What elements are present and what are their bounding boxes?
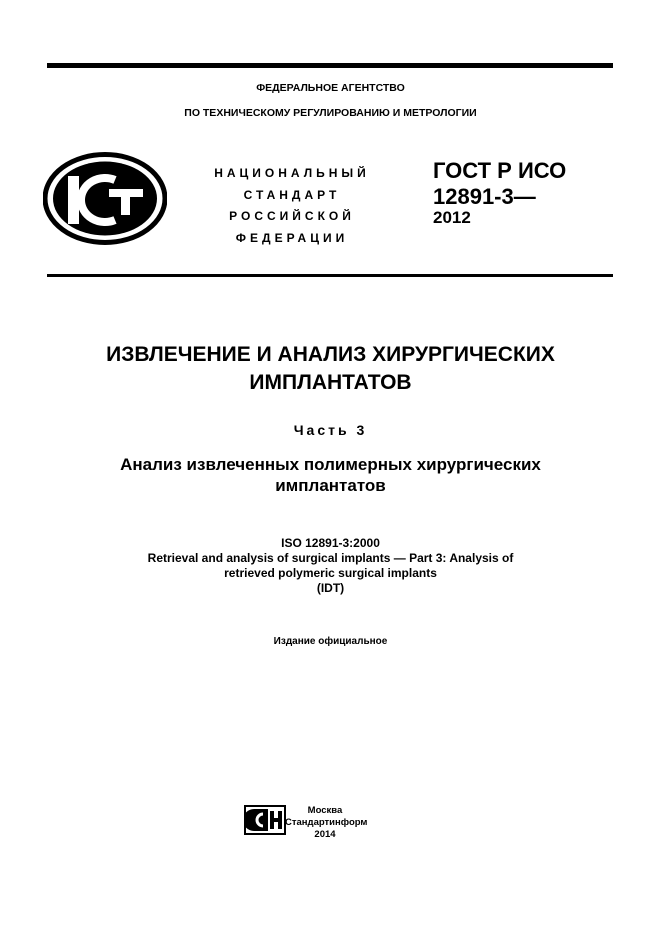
iso-reference-line-4: (IDT) (316, 581, 345, 595)
standartinform-logo-icon (244, 805, 286, 835)
main-title-line-1: ИЗВЛЕЧЕНИЕ И АНАЛИЗ ХИРУРГИЧЕСКИХ (106, 343, 555, 366)
middle-rule (47, 274, 613, 277)
part-label: Часть 3 (293, 422, 368, 438)
publisher-year: 2014 (314, 829, 336, 840)
official-edition-label: Издание официальное (273, 636, 388, 647)
rst-certification-mark-icon (43, 152, 167, 245)
national-standard-line-1: НАЦИОНАЛЬНЫЙ (214, 166, 370, 180)
national-standard-line-2: СТАНДАРТ (243, 188, 341, 202)
top-rule (47, 63, 613, 68)
iso-reference-line-3: retrieved polymeric surgical implants (224, 566, 437, 580)
publisher-city: Москва (307, 805, 343, 816)
subtitle-line-1: Анализ извлеченных полимерных хирургических (120, 455, 541, 474)
subtitle-line-2: имплантатов (275, 476, 386, 495)
main-title-line-2: ИМПЛАНТАТОВ (249, 371, 412, 394)
national-standard-line-3: РОССИЙСКОЙ (229, 209, 355, 223)
gost-designation: ГОСТ Р ИСО (433, 158, 567, 183)
iso-reference-line-1: ISO 12891-3:2000 (281, 536, 380, 550)
agency-line-1: ФЕДЕРАЛЬНОЕ АГЕНТСТВО (256, 82, 405, 94)
gost-number: 12891-3— (433, 184, 536, 209)
gost-year: 2012 (433, 208, 471, 227)
agency-line-2: ПО ТЕХНИЧЕСКОМУ РЕГУЛИРОВАНИЮ И МЕТРОЛОГИИ (184, 107, 477, 119)
iso-reference-line-2: Retrieval and analysis of surgical implants — Part 3: Analysis of (147, 551, 514, 565)
publisher-name: Стандартинформ (285, 817, 368, 828)
national-standard-line-4: ФЕДЕРАЦИИ (235, 231, 349, 245)
